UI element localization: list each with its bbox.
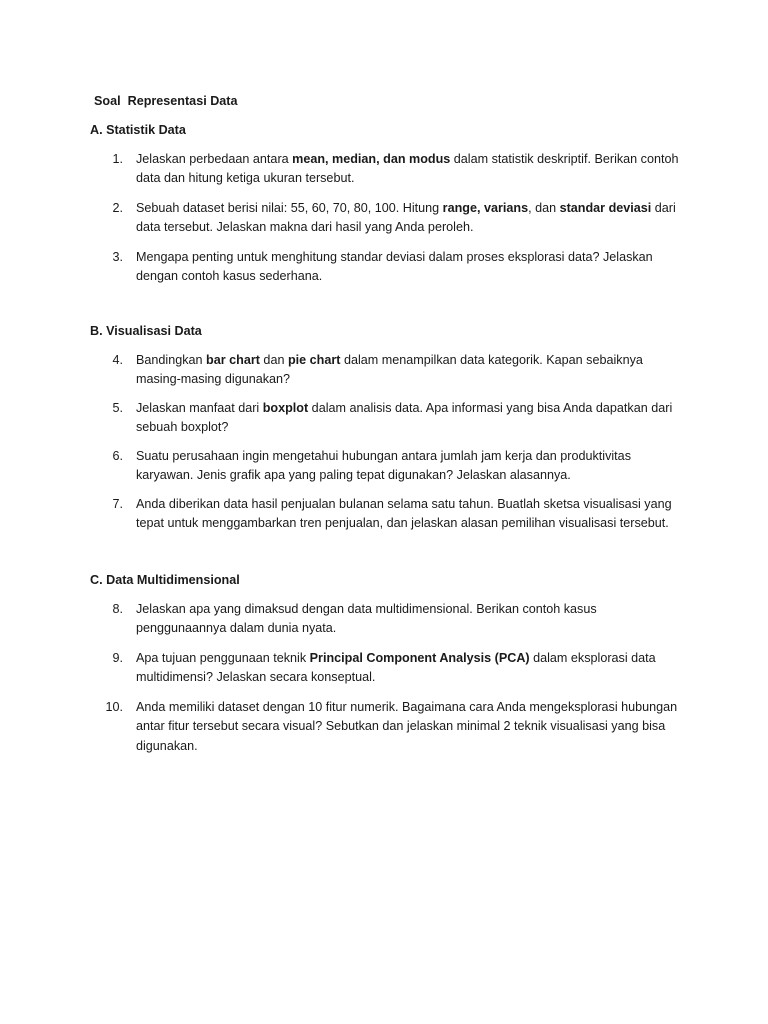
question-text <box>136 353 643 387</box>
question-text-bold: range, varians <box>442 200 529 215</box>
section-data-multidimensional <box>90 571 690 756</box>
question-item <box>90 698 690 757</box>
section-heading: C. Data Multidimensional <box>90 573 240 587</box>
question-item <box>90 649 690 688</box>
section-visualisasi-data <box>90 322 690 534</box>
question-item <box>90 600 690 639</box>
question-text-run: Bandingkan <box>136 352 207 367</box>
question-number: 3. <box>112 249 123 264</box>
section-statistik-data <box>90 121 690 287</box>
question-number: 10. <box>105 699 123 714</box>
question-text-bold: bar chart <box>206 352 260 367</box>
question-text-run: dalam menampilkan data kategorik. Kapan sebaiknya masing-masing digunakan? <box>136 352 643 386</box>
question-text-run: Anda diberikan data hasil penjualan bulanan selama satu tahun. Buatlah sketsa visualisasi yang tepat untuk menggambarkan tren penjualan, dan jelaskan alasan pemilihan visualisasi tersebut. <box>136 496 672 530</box>
question-list <box>90 150 690 287</box>
question-text-run: Anda memiliki dataset dengan 10 fitur numerik. Bagaimana cara Anda mengeksplorasi hubungan antar fitur tersebut secara visual? Sebutkan dan jelaskan minimal 2 teknik visualisasi yang bisa digunakan. <box>136 699 678 753</box>
question-item <box>90 351 690 390</box>
question-text <box>136 152 679 186</box>
question-item <box>90 447 690 486</box>
question-number: 7. <box>112 496 123 511</box>
question-text <box>136 497 672 531</box>
question-list <box>90 351 690 534</box>
question-text-bold: Principal Component Analysis (PCA) <box>309 650 530 665</box>
question-number: 4. <box>112 352 123 367</box>
question-item <box>90 495 690 534</box>
question-number: 6. <box>112 448 123 463</box>
question-text-run: dan <box>259 352 288 367</box>
question-text-run: dalam analisis data. Apa informasi yang bisa Anda dapatkan dari sebuah boxplot? <box>136 400 673 434</box>
question-text <box>136 250 653 284</box>
question-item <box>90 248 690 287</box>
section-heading: A. Statistik Data <box>90 123 186 137</box>
question-text-run: Apa tujuan penggunaan teknik <box>136 650 310 665</box>
question-text-run: dalam eksplorasi data multidimensi? Jelaskan secara konseptual. <box>136 650 656 684</box>
question-number: 9. <box>112 650 123 665</box>
question-text <box>136 700 677 753</box>
question-list <box>90 600 690 757</box>
question-item <box>90 199 690 238</box>
question-text <box>136 651 656 685</box>
question-text <box>136 602 597 636</box>
question-text <box>136 201 676 235</box>
question-text-bold: standar deviasi <box>559 200 652 215</box>
question-text-run: dari data tersebut. Jelaskan makna dari hasil yang Anda peroleh. <box>136 200 676 234</box>
question-text-run: Suatu perusahaan ingin mengetahui hubungan antara jumlah jam kerja dan produktivitas karyawan. Jenis grafik apa yang paling tepat digunakan? Jelaskan alasannya. <box>136 448 631 482</box>
question-text-run: Mengapa penting untuk menghitung standar deviasi dalam proses eksplorasi data? Jelaskan dengan contoh kasus sederhana. <box>136 249 653 283</box>
question-number: 5. <box>112 400 123 415</box>
question-item <box>90 150 690 189</box>
question-text-run: dalam statistik deskriptif. Berikan contoh data dan hitung ketiga ukuran tersebut. <box>136 151 679 185</box>
question-text-bold: mean, median, dan modus <box>292 151 451 166</box>
question-text-run: Jelaskan manfaat dari <box>136 400 263 415</box>
question-number: 1. <box>112 151 123 166</box>
question-text <box>136 401 672 435</box>
question-item <box>90 399 690 438</box>
question-text-run: , dan <box>528 200 560 215</box>
question-number: 2. <box>112 200 123 215</box>
question-number: 8. <box>112 601 123 616</box>
question-text-run: Jelaskan perbedaan antara <box>136 151 293 166</box>
question-text-bold: pie chart <box>287 352 341 367</box>
question-text <box>136 449 631 483</box>
question-text-bold: boxplot <box>262 400 309 415</box>
question-text-run: Sebuah dataset berisi nilai: 55, 60, 70, 80, 100. Hitung <box>136 200 443 215</box>
question-text-run: Jelaskan apa yang dimaksud dengan data multidimensional. Berikan contoh kasus penggunaannya dalam dunia nyata. <box>136 601 597 635</box>
section-heading: B. Visualisasi Data <box>90 324 202 338</box>
document-title: Soal Representasi Data <box>94 94 238 108</box>
